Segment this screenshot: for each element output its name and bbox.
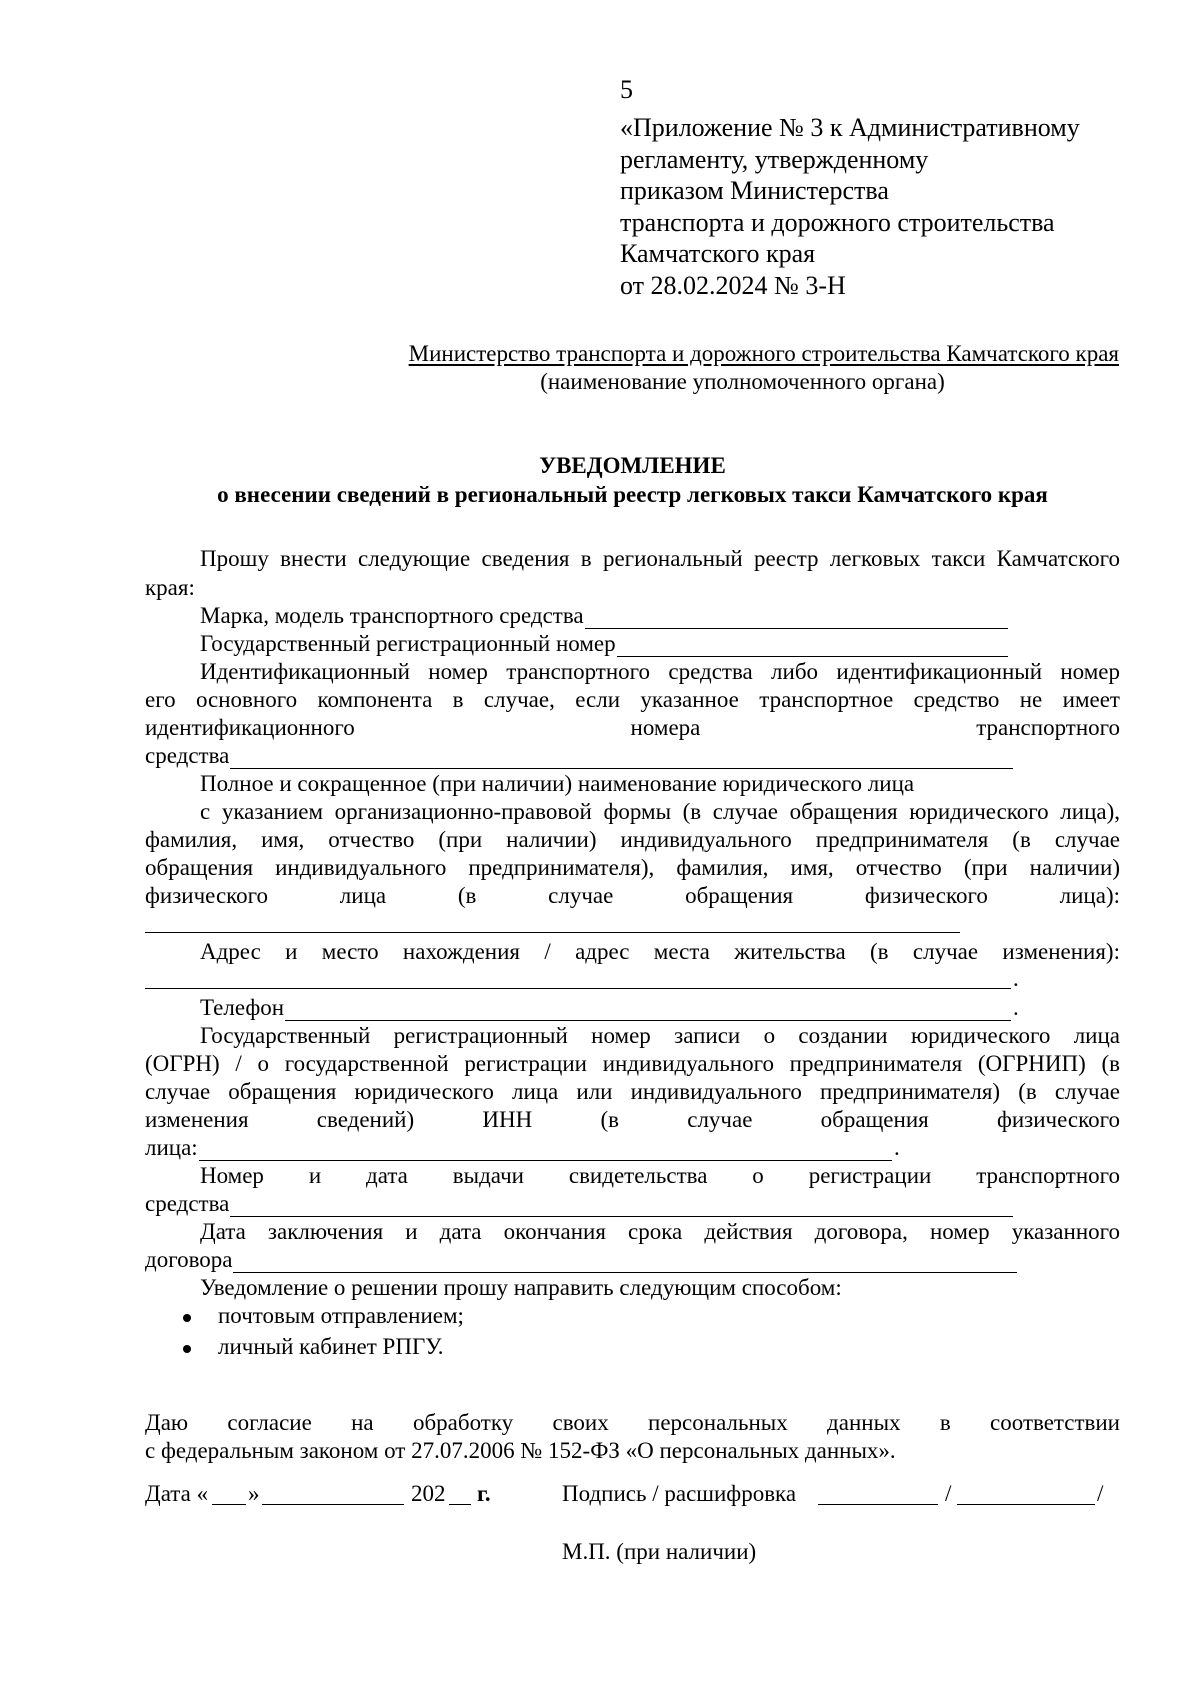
date-year: 202: [411, 1481, 446, 1506]
authority-caption: (наименование уполномоченного органа): [540, 369, 945, 394]
vin-text: Идентификационный номер транспортного средства либо идентификационный номер: [200, 659, 1120, 684]
phone-line[interactable]: [285, 1000, 1011, 1021]
appendix-block: [620, 112, 1080, 301]
address-end: .: [1013, 966, 1019, 991]
field-brand-model[interactable]: [200, 602, 1008, 629]
vin-label: средства: [145, 743, 230, 768]
phone-end: .: [1013, 995, 1019, 1020]
name-line[interactable]: [145, 932, 960, 933]
option-post[interactable]: почтовым отправлением;: [218, 1303, 464, 1328]
reg-number-label: Государственный регистрационный номер: [200, 631, 616, 656]
date-day-line[interactable]: [212, 1504, 246, 1505]
appendix-line: Камчатского края: [620, 239, 816, 268]
inn-end: .: [894, 1135, 900, 1160]
contract-line[interactable]: [233, 1252, 1017, 1273]
field-vin[interactable]: [145, 742, 1013, 769]
ogrn-text: изменения сведений) ИНН (в случае обращения физического: [145, 1107, 1120, 1132]
vin-text: его основного компонента в случае, если указанное транспортное средство не имеет: [145, 687, 1120, 712]
name-text: обращения индивидуального предпринимателя), фамилия, имя, отчество (при наличии): [145, 855, 1120, 880]
phone-label: Телефон: [200, 995, 285, 1020]
intro-text: Прошу внести следующие сведения в региональный реестр легковых такси Камчатского: [200, 546, 1120, 571]
brand-model-line[interactable]: [585, 608, 1008, 629]
inn-label: лица:: [145, 1135, 198, 1160]
signature-decode-line[interactable]: [957, 1504, 1095, 1505]
field-inn[interactable]: [145, 1134, 892, 1161]
date-mid: »: [248, 1481, 260, 1506]
appendix-line: «Приложение № 3 к Административному: [620, 113, 1080, 142]
authority-name: Министерство транспорта и дорожного строительства Камчатского края: [408, 341, 1119, 366]
date-year-suffix: г.: [477, 1481, 491, 1506]
appendix-line: от 28.02.2024 № 3-Н: [620, 270, 846, 300]
field-certificate[interactable]: [145, 1190, 1013, 1217]
appendix-line: приказом Министерства: [620, 176, 889, 205]
ogrn-text: (ОГРН) / о государственной регистрации индивидуального предпринимателя (ОГРНИП) (в: [145, 1051, 1120, 1076]
inn-line[interactable]: [199, 1140, 892, 1161]
vin-text: идентификационного номера транспортного: [145, 715, 1120, 740]
field-reg-number[interactable]: [200, 630, 1008, 657]
field-phone[interactable]: [200, 994, 1011, 1021]
option-cabinet[interactable]: личный кабинет РПГУ.: [218, 1334, 444, 1359]
bullet-icon: [183, 1314, 191, 1322]
signature-label: Подпись / расшифровка: [562, 1481, 797, 1506]
appendix-line: регламенту, утвержденному: [620, 144, 929, 174]
certificate-line[interactable]: [230, 1196, 1013, 1217]
vin-line[interactable]: [230, 748, 1013, 769]
signature-line[interactable]: [818, 1504, 938, 1505]
brand-model-label: Марка, модель транспортного средства: [200, 603, 584, 628]
date-year-line[interactable]: [449, 1504, 471, 1505]
signature-slash: /: [945, 1481, 952, 1506]
reg-number-line[interactable]: [617, 636, 1008, 657]
address-text: Адрес и место нахождения / адрес места жительства (в случае изменения):: [200, 939, 1120, 964]
contract-label: договора: [145, 1247, 233, 1272]
field-contract[interactable]: [145, 1246, 1017, 1273]
date-month-line[interactable]: [262, 1504, 404, 1505]
date-label: Дата «: [145, 1481, 209, 1506]
consent-text: с федеральным законом от 27.07.2006 № 152-ФЗ «О персональных данных».: [145, 1438, 896, 1463]
stamp-label: М.П. (при наличии): [562, 1539, 757, 1564]
address-line[interactable]: [145, 988, 1011, 989]
ogrn-text: случае обращения юридического лица или индивидуального предпринимателя) (в случае: [145, 1079, 1120, 1104]
notify-label: Уведомление о решении прошу направить следующим способом:: [200, 1275, 842, 1300]
name-text: с указанием организационно-правовой формы (в случае обращения юридического лица),: [200, 799, 1120, 824]
certificate-label: средства: [145, 1191, 230, 1216]
consent-text: Даю согласие на обработку своих персональных данных в соответствии: [145, 1410, 1120, 1435]
page-number: 5: [620, 75, 633, 104]
document-subtitle: о внесении сведений в региональный реестр легковых такси Камчатского края: [217, 482, 1048, 507]
bullet-icon: [183, 1345, 191, 1353]
contract-text: Дата заключения и дата окончания срока действия договора, номер указанного: [200, 1219, 1120, 1244]
ogrn-text: Государственный регистрационный номер записи о создании юридического лица: [200, 1023, 1120, 1048]
name-text: фамилия, имя, отчество (при наличии) индивидуального предпринимателя (в случае: [145, 827, 1120, 852]
document-title: УВЕДОМЛЕНИЕ: [539, 453, 726, 478]
name-text: Полное и сокращенное (при наличии) наименование юридического лица: [200, 771, 915, 796]
certificate-text: Номер и дата выдачи свидетельства о регистрации транспортного: [200, 1163, 1120, 1188]
appendix-line: транспорта и дорожного строительства: [620, 207, 1055, 237]
intro-text-cont: края:: [145, 575, 195, 600]
signature-end-slash: /: [1097, 1481, 1104, 1506]
name-text: физического лица (в случае обращения физического лица):: [145, 883, 1120, 908]
